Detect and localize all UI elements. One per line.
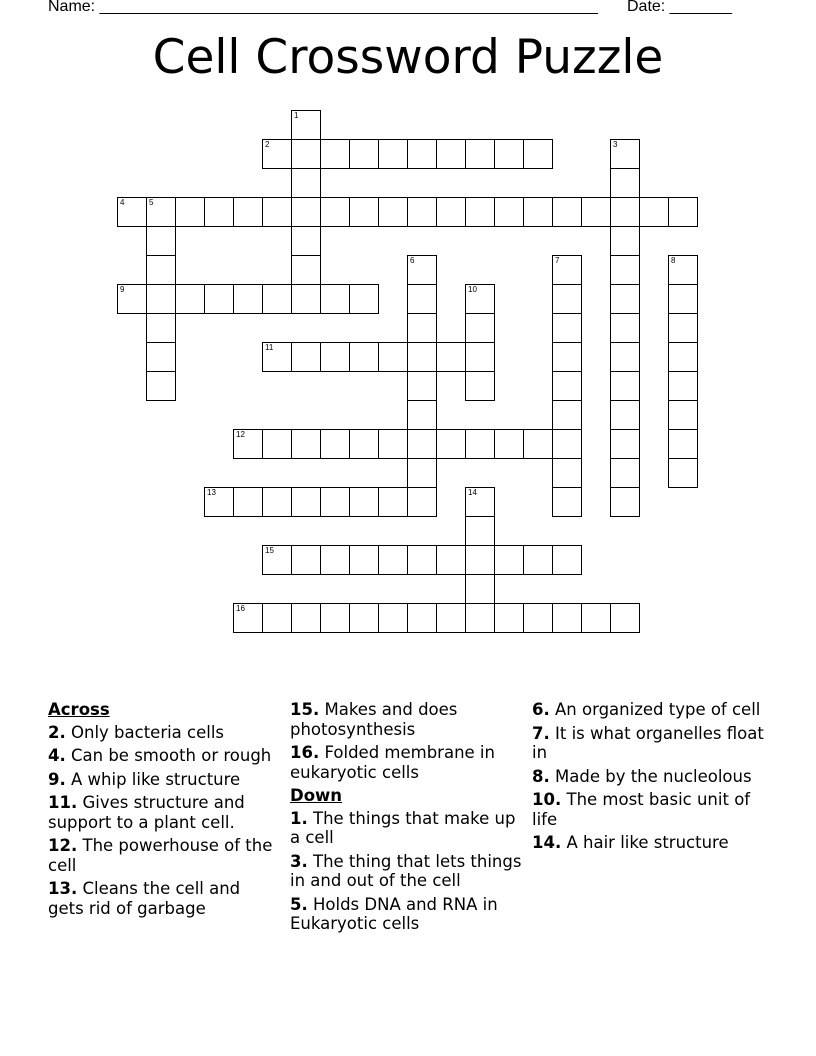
clue-down-8: [532, 767, 768, 787]
grid-cell[interactable]: [291, 284, 321, 314]
clue-number-label: 6: [410, 256, 415, 265]
grid-cell[interactable]: [668, 371, 698, 401]
grid-cell[interactable]: [349, 284, 379, 314]
name-field-line[interactable]: Name: ________________________________________________________: [48, 0, 598, 15]
grid-cell[interactable]: [610, 226, 640, 256]
clue-across-12: [48, 836, 280, 875]
grid-cell[interactable]: [349, 139, 379, 169]
grid-cell[interactable]: [407, 284, 437, 314]
grid-cell[interactable]: [668, 255, 698, 285]
clue-down-1: [290, 809, 526, 848]
grid-cell[interactable]: [552, 545, 582, 575]
grid-cell[interactable]: [436, 342, 466, 372]
grid-cell[interactable]: [494, 139, 524, 169]
grid-cell[interactable]: [291, 255, 321, 285]
clue-number: 12.: [48, 836, 78, 855]
grid-cell[interactable]: [233, 603, 263, 633]
clue-number-label: 7: [555, 256, 560, 265]
grid-cell[interactable]: [262, 545, 292, 575]
clue-text: Can be smooth or rough: [71, 746, 272, 765]
grid-cell[interactable]: [349, 487, 379, 517]
grid-cell[interactable]: [610, 342, 640, 372]
grid-cell[interactable]: [407, 545, 437, 575]
grid-cell[interactable]: [204, 197, 234, 227]
grid-cell[interactable]: [465, 603, 495, 633]
grid-cell[interactable]: [349, 197, 379, 227]
grid-cell[interactable]: [668, 429, 698, 459]
clue-across-2: [48, 723, 280, 743]
clue-number-label: 3: [613, 140, 618, 149]
grid-cell[interactable]: [610, 168, 640, 198]
grid-cell[interactable]: [610, 197, 640, 227]
grid-cell[interactable]: [407, 313, 437, 343]
clue-number-label: 11: [265, 343, 274, 352]
grid-cell[interactable]: [436, 545, 466, 575]
clue-number-label: 12: [236, 430, 245, 439]
grid-cell[interactable]: [552, 400, 582, 430]
grid-cell[interactable]: [523, 197, 553, 227]
grid-cell[interactable]: [610, 429, 640, 459]
clue-number: 3.: [290, 851, 308, 871]
clue-text: It is what organelles float in: [532, 723, 764, 762]
grid-cell[interactable]: [146, 371, 176, 401]
clue-number: 8.: [532, 766, 550, 786]
grid-cell[interactable]: [146, 255, 176, 285]
clue-number: 6.: [532, 700, 550, 719]
clue-number-label: 9: [120, 285, 125, 294]
grid-cell[interactable]: [146, 313, 176, 343]
grid-cell[interactable]: [320, 284, 350, 314]
grid-cell[interactable]: [291, 429, 321, 459]
clue-number-label: 13: [207, 488, 216, 497]
grid-cell[interactable]: [552, 255, 582, 285]
grid-cell[interactable]: [291, 342, 321, 372]
grid-cell[interactable]: [610, 371, 640, 401]
grid-cell[interactable]: [494, 603, 524, 633]
grid-cell[interactable]: [465, 197, 495, 227]
grid-cell[interactable]: [668, 458, 698, 488]
clue-number: 5.: [290, 894, 308, 914]
clue-text: Folded membrane in eukaryotic cells: [290, 743, 495, 782]
grid-cell[interactable]: [465, 342, 495, 372]
clue-across-9: [48, 770, 280, 790]
grid-cell[interactable]: [668, 284, 698, 314]
grid-cell[interactable]: [291, 197, 321, 227]
grid-cell[interactable]: [552, 487, 582, 517]
grid-cell[interactable]: [465, 574, 495, 604]
grid-cell[interactable]: [320, 429, 350, 459]
clue-number-label: 15: [265, 546, 274, 555]
clue-number: 1.: [290, 808, 308, 828]
grid-cell[interactable]: [552, 371, 582, 401]
clue-across-15: [290, 700, 526, 739]
grid-cell[interactable]: [407, 255, 437, 285]
grid-cell[interactable]: [262, 487, 292, 517]
grid-cell[interactable]: [349, 429, 379, 459]
clue-number: 2.: [48, 722, 66, 742]
down-heading: Down: [290, 786, 343, 805]
clue-number-label: 8: [671, 256, 676, 265]
grid-cell[interactable]: [552, 197, 582, 227]
clue-across-11: [48, 793, 280, 832]
date-field-line[interactable]: Date: _______: [627, 0, 732, 15]
grid-cell[interactable]: [407, 371, 437, 401]
grid-cell[interactable]: [465, 487, 495, 517]
clue-down-6: [532, 700, 768, 720]
clue-across-13: [48, 879, 280, 918]
page-title: Cell Crossword Puzzle: [152, 30, 664, 85]
grid-cell[interactable]: [552, 313, 582, 343]
grid-cell[interactable]: [349, 545, 379, 575]
grid-cell[interactable]: [523, 429, 553, 459]
grid-cell[interactable]: [610, 603, 640, 633]
clue-number-label: 1: [294, 111, 299, 120]
clue-text: Only bacteria cells: [71, 722, 225, 742]
grid-cell[interactable]: [436, 197, 466, 227]
across-heading: Across: [48, 700, 110, 719]
grid-cell[interactable]: [233, 197, 263, 227]
grid-cell[interactable]: [320, 545, 350, 575]
grid-cell[interactable]: [407, 139, 437, 169]
grid-cell[interactable]: [494, 545, 524, 575]
clue-text: Gives structure and support to a plant cell.: [48, 793, 245, 832]
grid-cell[interactable]: [204, 284, 234, 314]
clue-text: The thing that lets things in and out of the cell: [290, 851, 522, 890]
grid-cell[interactable]: [262, 139, 292, 169]
grid-cell[interactable]: [146, 197, 176, 227]
grid-cell[interactable]: [378, 429, 408, 459]
grid-cell[interactable]: [262, 342, 292, 372]
grid-cell[interactable]: [610, 139, 640, 169]
grid-cell[interactable]: [233, 284, 263, 314]
grid-cell[interactable]: [407, 400, 437, 430]
clue-across-4: [48, 746, 280, 766]
grid-cell[interactable]: [436, 139, 466, 169]
grid-cell[interactable]: [610, 487, 640, 517]
grid-cell[interactable]: [262, 284, 292, 314]
clue-number: 15.: [290, 700, 320, 719]
clue-number-label: 16: [236, 604, 245, 613]
grid-cell[interactable]: [465, 371, 495, 401]
grid-cell[interactable]: [320, 139, 350, 169]
grid-cell[interactable]: [320, 487, 350, 517]
grid-cell[interactable]: [436, 429, 466, 459]
grid-cell[interactable]: [494, 429, 524, 459]
grid-cell[interactable]: [291, 603, 321, 633]
grid-cell[interactable]: [291, 110, 321, 140]
grid-cell[interactable]: [407, 342, 437, 372]
grid-cell[interactable]: [262, 429, 292, 459]
grid-cell[interactable]: [349, 603, 379, 633]
grid-cell[interactable]: [465, 429, 495, 459]
clue-number: 11.: [48, 793, 78, 812]
grid-cell[interactable]: [552, 458, 582, 488]
grid-cell[interactable]: [552, 603, 582, 633]
clue-down-3: [290, 852, 526, 891]
clue-text: The powerhouse of the cell: [48, 836, 273, 875]
clue-down-7: [532, 724, 768, 763]
clue-number: 16.: [290, 743, 320, 762]
clue-text: Makes and does photosynthesis: [290, 700, 458, 739]
grid-cell[interactable]: [581, 603, 611, 633]
clue-column-3: [532, 700, 768, 857]
grid-cell[interactable]: [552, 284, 582, 314]
grid-cell[interactable]: [668, 400, 698, 430]
grid-cell[interactable]: [233, 487, 263, 517]
clue-number-label: 5: [149, 198, 154, 207]
grid-cell[interactable]: [204, 487, 234, 517]
clue-number-label: 14: [468, 488, 477, 497]
grid-cell[interactable]: [117, 284, 147, 314]
clue-number: 10.: [532, 790, 562, 809]
clue-down-5: [290, 895, 526, 934]
grid-cell[interactable]: [552, 342, 582, 372]
clue-number-label: 10: [468, 285, 477, 294]
grid-cell[interactable]: [465, 545, 495, 575]
clue-text: The things that make up a cell: [290, 808, 516, 847]
grid-cell[interactable]: [465, 516, 495, 546]
clue-down-14: [532, 833, 768, 853]
grid-cell[interactable]: [320, 603, 350, 633]
grid-cell[interactable]: [668, 313, 698, 343]
grid-cell[interactable]: [581, 197, 611, 227]
grid-cell[interactable]: [610, 313, 640, 343]
grid-cell[interactable]: [378, 487, 408, 517]
grid-cell[interactable]: [494, 197, 524, 227]
grid-cell[interactable]: [610, 458, 640, 488]
grid-cell[interactable]: [262, 603, 292, 633]
grid-cell[interactable]: [436, 603, 466, 633]
grid-cell[interactable]: [523, 545, 553, 575]
grid-cell[interactable]: [610, 284, 640, 314]
grid-cell[interactable]: [320, 197, 350, 227]
grid-cell[interactable]: [291, 545, 321, 575]
grid-cell[interactable]: [378, 545, 408, 575]
clue-column-1: [48, 700, 280, 922]
grid-cell[interactable]: [175, 284, 205, 314]
grid-cell[interactable]: [146, 284, 176, 314]
grid-cell[interactable]: [378, 139, 408, 169]
grid-cell[interactable]: [610, 255, 640, 285]
grid-cell[interactable]: [291, 487, 321, 517]
grid-cell[interactable]: [378, 197, 408, 227]
grid-cell[interactable]: [291, 226, 321, 256]
clue-number: 14.: [532, 833, 562, 852]
grid-cell[interactable]: [320, 342, 350, 372]
grid-cell[interactable]: [291, 139, 321, 169]
grid-cell[interactable]: [378, 342, 408, 372]
grid-cell[interactable]: [407, 197, 437, 227]
grid-cell[interactable]: [523, 603, 553, 633]
grid-cell[interactable]: [233, 429, 263, 459]
clue-text: Cleans the cell and gets rid of garbage: [48, 879, 241, 918]
grid-cell[interactable]: [407, 487, 437, 517]
grid-cell[interactable]: [465, 313, 495, 343]
clue-number-label: 2: [265, 140, 270, 149]
clue-column-2: [290, 700, 526, 938]
grid-cell[interactable]: [407, 429, 437, 459]
grid-cell[interactable]: [349, 342, 379, 372]
clue-across-16: [290, 743, 526, 782]
grid-cell[interactable]: [146, 342, 176, 372]
clue-text: A hair like structure: [566, 833, 729, 852]
grid-cell[interactable]: [262, 197, 292, 227]
grid-cell[interactable]: [610, 400, 640, 430]
grid-cell[interactable]: [639, 197, 669, 227]
clue-number: 13.: [48, 879, 78, 898]
clue-text: The most basic unit of life: [532, 790, 751, 829]
grid-cell[interactable]: [407, 458, 437, 488]
clue-text: An organized type of cell: [555, 700, 761, 719]
clue-text: A whip like structure: [71, 769, 241, 789]
grid-cell[interactable]: [378, 603, 408, 633]
clue-number-label: 4: [120, 198, 125, 207]
clue-number: 7.: [532, 723, 550, 743]
grid-cell[interactable]: [291, 168, 321, 198]
clue-number: 9.: [48, 769, 66, 789]
grid-cell[interactable]: [552, 429, 582, 459]
clue-text: Made by the nucleolous: [555, 766, 752, 786]
grid-cell[interactable]: [465, 284, 495, 314]
grid-cell[interactable]: [668, 342, 698, 372]
grid-cell[interactable]: [146, 226, 176, 256]
grid-cell[interactable]: [668, 197, 698, 227]
grid-cell[interactable]: [175, 197, 205, 227]
grid-cell[interactable]: [407, 603, 437, 633]
clue-text: Holds DNA and RNA in Eukaryotic cells: [290, 894, 498, 933]
grid-cell[interactable]: [523, 139, 553, 169]
grid-cell[interactable]: [465, 139, 495, 169]
grid-cell[interactable]: [117, 197, 147, 227]
clue-number: 4.: [48, 746, 66, 765]
clue-down-10: [532, 790, 768, 829]
